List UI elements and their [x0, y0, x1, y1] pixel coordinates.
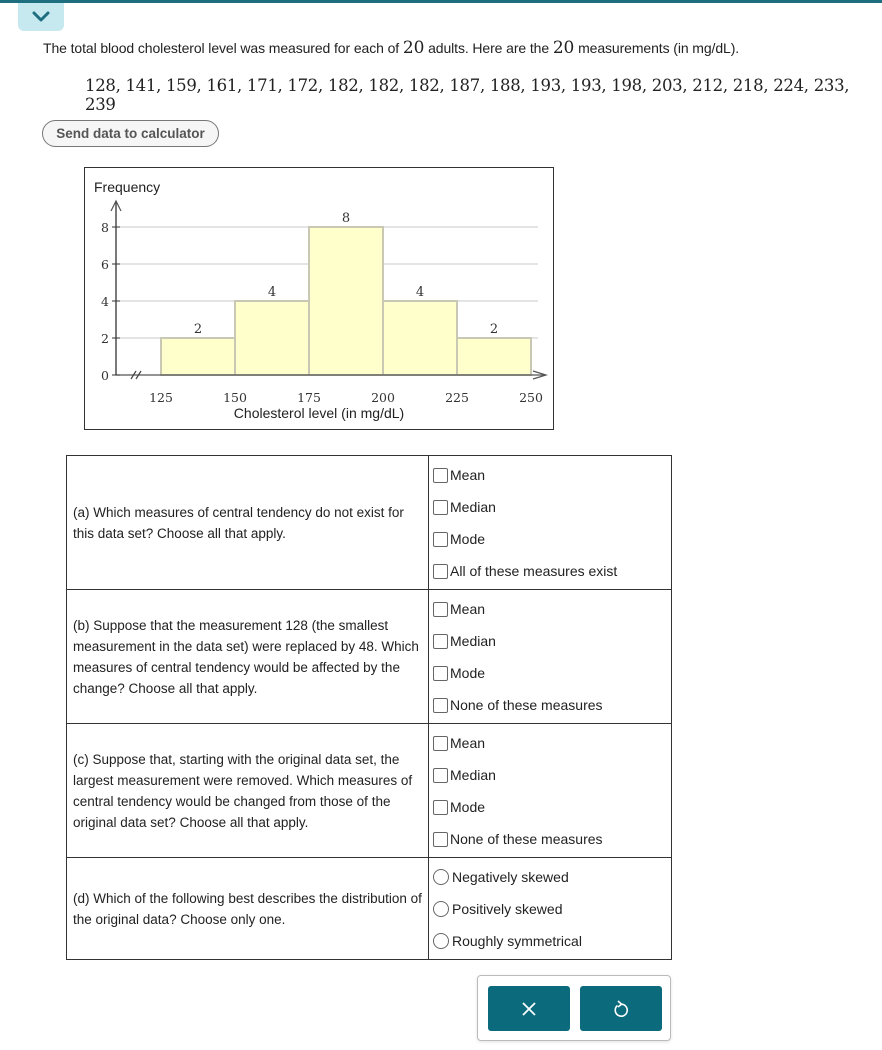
checkbox[interactable] — [433, 800, 448, 815]
y-tick-label: 4 — [101, 294, 109, 309]
option-label: Roughly symmetrical — [452, 933, 582, 949]
option-c-4[interactable] — [433, 823, 671, 855]
action-panel — [477, 975, 671, 1041]
option-d-3[interactable] — [433, 925, 671, 957]
histogram-bar — [457, 338, 531, 375]
bar-data-label: 2 — [193, 322, 203, 337]
option-label: Negatively skewed — [452, 869, 569, 885]
intro-text-3: measurements (in mg/dL). — [574, 40, 740, 56]
option-label: Mode — [450, 799, 486, 815]
question-text: (c) Suppose that, starting with the original data set, the largest measurement were removed. Which measures of central tendency would be changed from those of the original data set? Choose all that apply. — [67, 724, 429, 858]
option-label: Median — [450, 767, 496, 783]
checkbox[interactable] — [433, 768, 448, 783]
options-cell — [429, 724, 672, 858]
x-tick-label: 225 — [445, 390, 469, 405]
option-a-4[interactable] — [433, 555, 671, 587]
x-tick-label: 250 — [519, 390, 543, 405]
y-tick-label: 0 — [101, 368, 109, 383]
histogram-bar — [161, 338, 235, 375]
question-text: (b) Suppose that the measurement 128 (the smallest measurement in the data set) were replaced by 48. Which measures of central tendency would be affected by the change? Choose all that apply. — [67, 590, 429, 724]
checkbox[interactable] — [433, 468, 448, 483]
option-c-3[interactable] — [433, 791, 671, 823]
option-label: Mode — [450, 531, 486, 547]
histogram-bar — [309, 227, 383, 375]
intro-text-1: The total blood cholesterol level was measured for each of — [43, 40, 403, 56]
measurement-count: 20 — [552, 38, 575, 58]
option-a-2[interactable] — [433, 491, 671, 523]
send-data-to-calculator-button[interactable]: Send data to calculator — [42, 120, 219, 147]
histogram-chart — [84, 167, 554, 430]
histogram-svg — [85, 168, 555, 431]
option-b-4[interactable] — [433, 689, 671, 721]
y-tick-label: 8 — [101, 220, 109, 235]
options-cell — [429, 858, 672, 960]
question-text: (d) Which of the following best describes the distribution of the original data? Choose only one. — [67, 858, 429, 960]
option-c-2[interactable] — [433, 759, 671, 791]
questions-table — [66, 455, 672, 960]
bar-data-label: 4 — [415, 285, 425, 300]
bar-data-label: 2 — [489, 322, 499, 337]
option-label: Median — [450, 499, 496, 515]
y-tick-label: 6 — [101, 257, 109, 272]
options-cell — [429, 456, 672, 590]
option-label: Mean — [450, 467, 486, 483]
option-c-1[interactable] — [433, 727, 671, 759]
question-row-b — [67, 590, 672, 724]
checkbox[interactable] — [433, 532, 448, 547]
option-a-1[interactable] — [433, 459, 671, 491]
option-label: Mean — [450, 735, 486, 751]
histogram-bar — [235, 301, 309, 375]
sample-size: 20 — [402, 38, 425, 58]
option-d-1[interactable] — [433, 861, 671, 893]
top-accent-bar — [0, 0, 882, 3]
option-label: All of these measures exist — [450, 563, 618, 579]
question-row-d — [67, 858, 672, 960]
histogram-bar — [383, 301, 457, 375]
x-tick-label: 150 — [223, 390, 247, 405]
bar-data-label: 8 — [341, 211, 351, 226]
option-d-2[interactable] — [433, 893, 671, 925]
question-row-a — [67, 456, 672, 590]
question-row-c — [67, 724, 672, 858]
option-b-2[interactable] — [433, 625, 671, 657]
bar-data-label: 4 — [267, 285, 277, 300]
problem-intro — [43, 38, 739, 58]
checkbox[interactable] — [433, 500, 448, 515]
checkbox[interactable] — [433, 666, 448, 681]
radio-button[interactable] — [433, 869, 449, 885]
x-tick-label: 125 — [149, 390, 173, 405]
x-tick-label: 200 — [371, 390, 395, 405]
undo-icon — [613, 1000, 629, 1018]
option-label: Mean — [450, 601, 486, 617]
data-list: 128, 141, 159, 161, 171, 172, 182, 182, 182, 187, 188, 193, 193, 198, 203, 212, 218, 224, 233, 239 — [85, 76, 850, 114]
option-label: None of these measures — [450, 697, 603, 713]
undo-button[interactable] — [580, 986, 662, 1031]
option-a-3[interactable] — [433, 523, 671, 555]
y-axis-title: Frequency — [94, 179, 161, 195]
option-label: Median — [450, 633, 496, 649]
clear-button[interactable] — [488, 986, 570, 1031]
x-tick-label: 175 — [297, 390, 321, 405]
close-icon — [522, 1002, 536, 1016]
radio-button[interactable] — [433, 901, 449, 917]
checkbox[interactable] — [433, 602, 448, 617]
y-tick-label: 2 — [101, 331, 109, 346]
chevron-down-icon — [32, 11, 50, 23]
option-b-3[interactable] — [433, 657, 671, 689]
checkbox[interactable] — [433, 564, 448, 579]
options-cell — [429, 590, 672, 724]
checkbox[interactable] — [433, 832, 448, 847]
checkbox[interactable] — [433, 736, 448, 751]
option-label: None of these measures — [450, 831, 603, 847]
radio-button[interactable] — [433, 933, 449, 949]
collapse-toggle-button[interactable] — [18, 3, 64, 31]
checkbox[interactable] — [433, 634, 448, 649]
option-label: Mode — [450, 665, 486, 681]
option-b-1[interactable] — [433, 593, 671, 625]
option-label: Positively skewed — [452, 901, 563, 917]
checkbox[interactable] — [433, 698, 448, 713]
question-text: (a) Which measures of central tendency do not exist for this data set? Choose all that apply. — [67, 456, 429, 590]
x-axis-title: Cholesterol level (in mg/dL) — [233, 405, 405, 421]
intro-text-2: adults. Here are the — [424, 40, 553, 56]
